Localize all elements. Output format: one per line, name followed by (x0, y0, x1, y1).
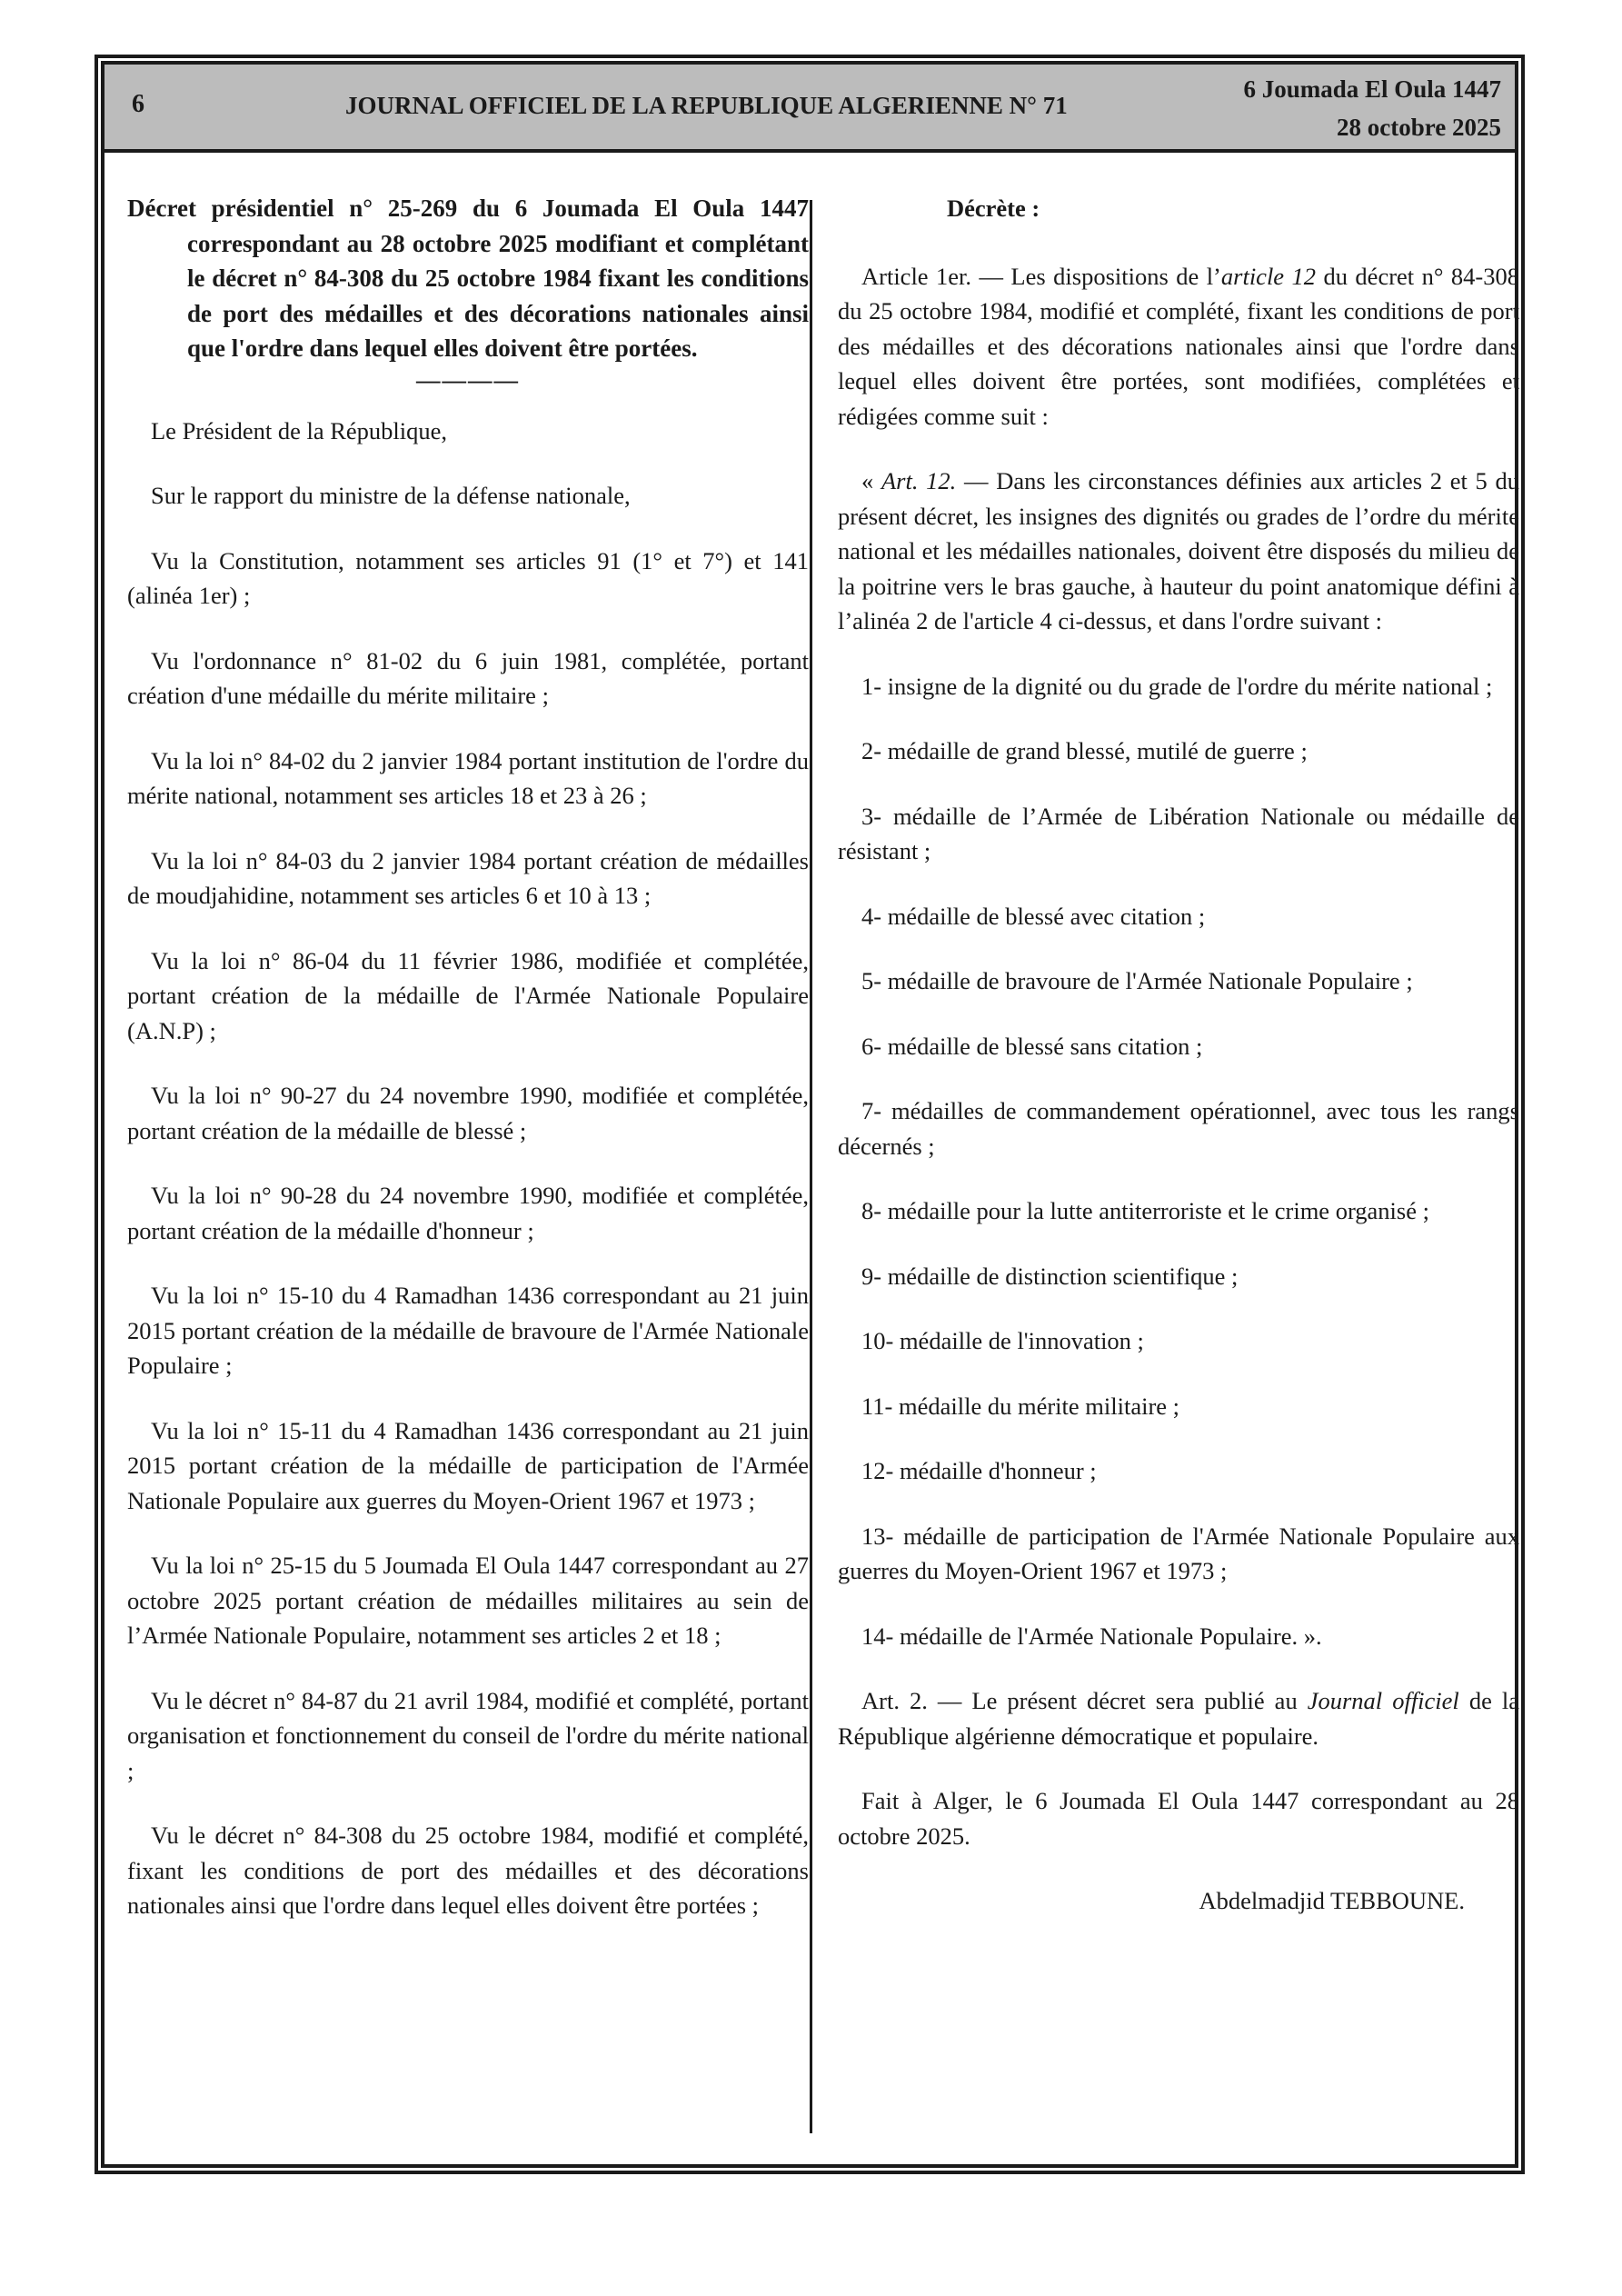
article-1-italic: article 12 (1220, 262, 1317, 290)
visa-paragraph: Vu la loi n° 25-15 du 5 Joumada El Oula 1447 correspondant au 27 octobre 2025 portant création de médailles militaires au sein de l’Armée Nationale Populaire, notamment ses articles 2 et 18 ; (127, 1552, 809, 1649)
medal-item: 12- médaille d'honneur ; (861, 1457, 1097, 1484)
issue-date (1243, 70, 1501, 146)
medal-item: 6- médaille de blessé sans citation ; (861, 1032, 1203, 1060)
visa-paragraph: Vu la loi n° 90-27 du 24 novembre 1990, modifiée et complétée, portant création de la médaille de blessé ; (127, 1082, 809, 1144)
decree-title: Décret présidentiel n° 25-269 du 6 Joumada El Oula 1447 correspondant au 28 octobre 2025 modifiant et complétant le décret n° 84-308 du 25 octobre 1984 fixant les conditions de port des médailles et des décorations nationales ainsi que l'ordre dans lequel elles doivent être portées. (127, 195, 809, 362)
visa-paragraph: Vu la Constitution, notamment ses articles 91 (1° et 7°) et 141 (alinéa 1er) ; (127, 546, 809, 609)
journal-header (104, 65, 1515, 153)
gregorian-date: 28 octobre 2025 (1337, 114, 1501, 141)
medal-item: 1- insigne de la dignité ou du grade de l'ordre du mérite national ; (861, 672, 1493, 700)
journal-officiel-italic: Journal officiel (1307, 1687, 1459, 1714)
article-2-text-end: de la République algérienne démocratique et populaire. (838, 1687, 1519, 1750)
visa-paragraph: Vu l'ordonnance n° 81-02 du 6 juin 1981, complétée, portant création d'une médaille du mérite militaire ; (127, 646, 809, 709)
medal-item: 14- médaille de l'Armée Nationale Populaire. ». (861, 1622, 1322, 1650)
article-12-label: Art. 12. (881, 467, 957, 494)
closing-formula: Fait à Alger, le 6 Joumada El Oula 1447 correspondant au 28 octobre 2025. (838, 1787, 1519, 1850)
medal-item: 3- médaille de l’Armée de Libération Nationale ou médaille de résistant ; (838, 802, 1519, 864)
hijri-date: 6 Joumada El Oula 1447 (1243, 75, 1501, 103)
journal-title: JOURNAL OFFICIEL DE LA REPUBLIQUE ALGERIENNE N° 71 (345, 92, 1068, 119)
visa-paragraph: Vu la loi n° 84-02 du 2 janvier 1984 portant institution de l'ordre du mérite national, notamment ses articles 18 et 23 à 26 ; (127, 746, 809, 809)
visa-paragraph: Vu la loi n° 90-28 du 24 novembre 1990, modifiée et complétée, portant création de la médaille d'honneur ; (127, 1182, 809, 1244)
quote-open: « (861, 467, 881, 494)
visa-paragraph: Vu la loi n° 86-04 du 11 février 1986, modifiée et complétée, portant création de la médaille de l'Armée Nationale Populaire (A.N.P) ; (127, 946, 809, 1044)
preamble-paragraph: Le Président de la République, (151, 416, 448, 444)
signature: Abdelmadjid TEBBOUNE. (1199, 1887, 1465, 1914)
title-separator: ———— (416, 365, 520, 394)
article-12 (838, 464, 1519, 639)
medal-item: 7- médailles de commandement opérationnel, avec tous les rangs décernés ; (838, 1097, 1519, 1160)
article-1 (838, 259, 1519, 434)
visa-paragraph: Vu le décret n° 84-87 du 21 avril 1984, modifié et complété, portant organisation et fonctionnement du conseil de l'ordre du mérite national ; (127, 1686, 809, 1784)
article-1-text: Article 1er. — Les dispositions de l’ (861, 262, 1221, 290)
visa-paragraph: Vu la loi n° 15-11 du 4 Ramadhan 1436 correspondant au 21 juin 2015 portant création de la médaille de participation de l'Armée Nationale Populaire aux guerres du Moyen-Orient 1967 et 1973 ; (127, 1416, 809, 1514)
medal-item: 5- médaille de bravoure de l'Armée Nationale Populaire ; (861, 967, 1413, 994)
column-divider (810, 200, 812, 2133)
visa-paragraph: Vu la loi n° 15-10 du 4 Ramadhan 1436 correspondant au 21 juin 2015 portant création de la médaille de bravoure de l'Armée Nationale Populaire ; (127, 1282, 809, 1379)
article-2 (838, 1683, 1519, 1753)
medal-item: 4- médaille de blessé avec citation ; (861, 902, 1206, 930)
page-number: 6 (132, 90, 144, 118)
medal-item: 13- médaille de participation de l'Armée Nationale Populaire aux guerres du Moyen-Orient 1967 et 1973 ; (838, 1522, 1519, 1584)
decrete-heading: Décrète : (947, 195, 1040, 222)
medal-item: 9- médaille de distinction scientifique ; (861, 1262, 1239, 1290)
preamble-paragraph: Sur le rapport du ministre de la défense nationale, (151, 482, 631, 509)
right-column (838, 191, 1519, 1949)
article-12-text: — Dans les circonstances définies aux articles 2 et 5 du présent décret, les insignes des dignités ou grades de l’ordre du mérite national et les médailles nationales, doivent être disposés du milieu de la poitrine vers le bras gauche, à hauteur du point anatomique défini à l’alinéa 2 de l'article 4 ci-dessus, et dans l'ordre suivant : (838, 467, 1520, 634)
article-1-text-end: du décret n° 84-308 du 25 octobre 1984, modifié et complété, fixant les conditions de port des médailles et des décorations nationales ainsi que l'ordre dans lequel elles doivent être portées, sont modifiées, complétées et rédigées comme suit : (838, 262, 1519, 430)
visa-paragraph: Vu le décret n° 84-308 du 25 octobre 1984, modifié et complété, fixant les conditions de port des médailles et des décorations nationales ainsi que l'ordre dans lequel elles doivent être portées ; (127, 1822, 809, 1919)
medal-item: 8- médaille pour la lutte antiterroriste et le crime organisé ; (861, 1197, 1429, 1224)
visa-paragraph: Vu la loi n° 84-03 du 2 janvier 1984 portant création de médailles de moudjahidine, notamment ses articles 6 et 10 à 13 ; (127, 846, 809, 909)
article-2-text: Art. 2. — Le présent décret sera publié au (861, 1687, 1308, 1714)
left-column (127, 191, 809, 1953)
medal-item: 10- médaille de l'innovation ; (861, 1327, 1144, 1354)
medal-item: 2- médaille de grand blessé, mutilé de guerre ; (861, 737, 1308, 764)
medal-item: 11- médaille du mérite militaire ; (861, 1392, 1180, 1420)
